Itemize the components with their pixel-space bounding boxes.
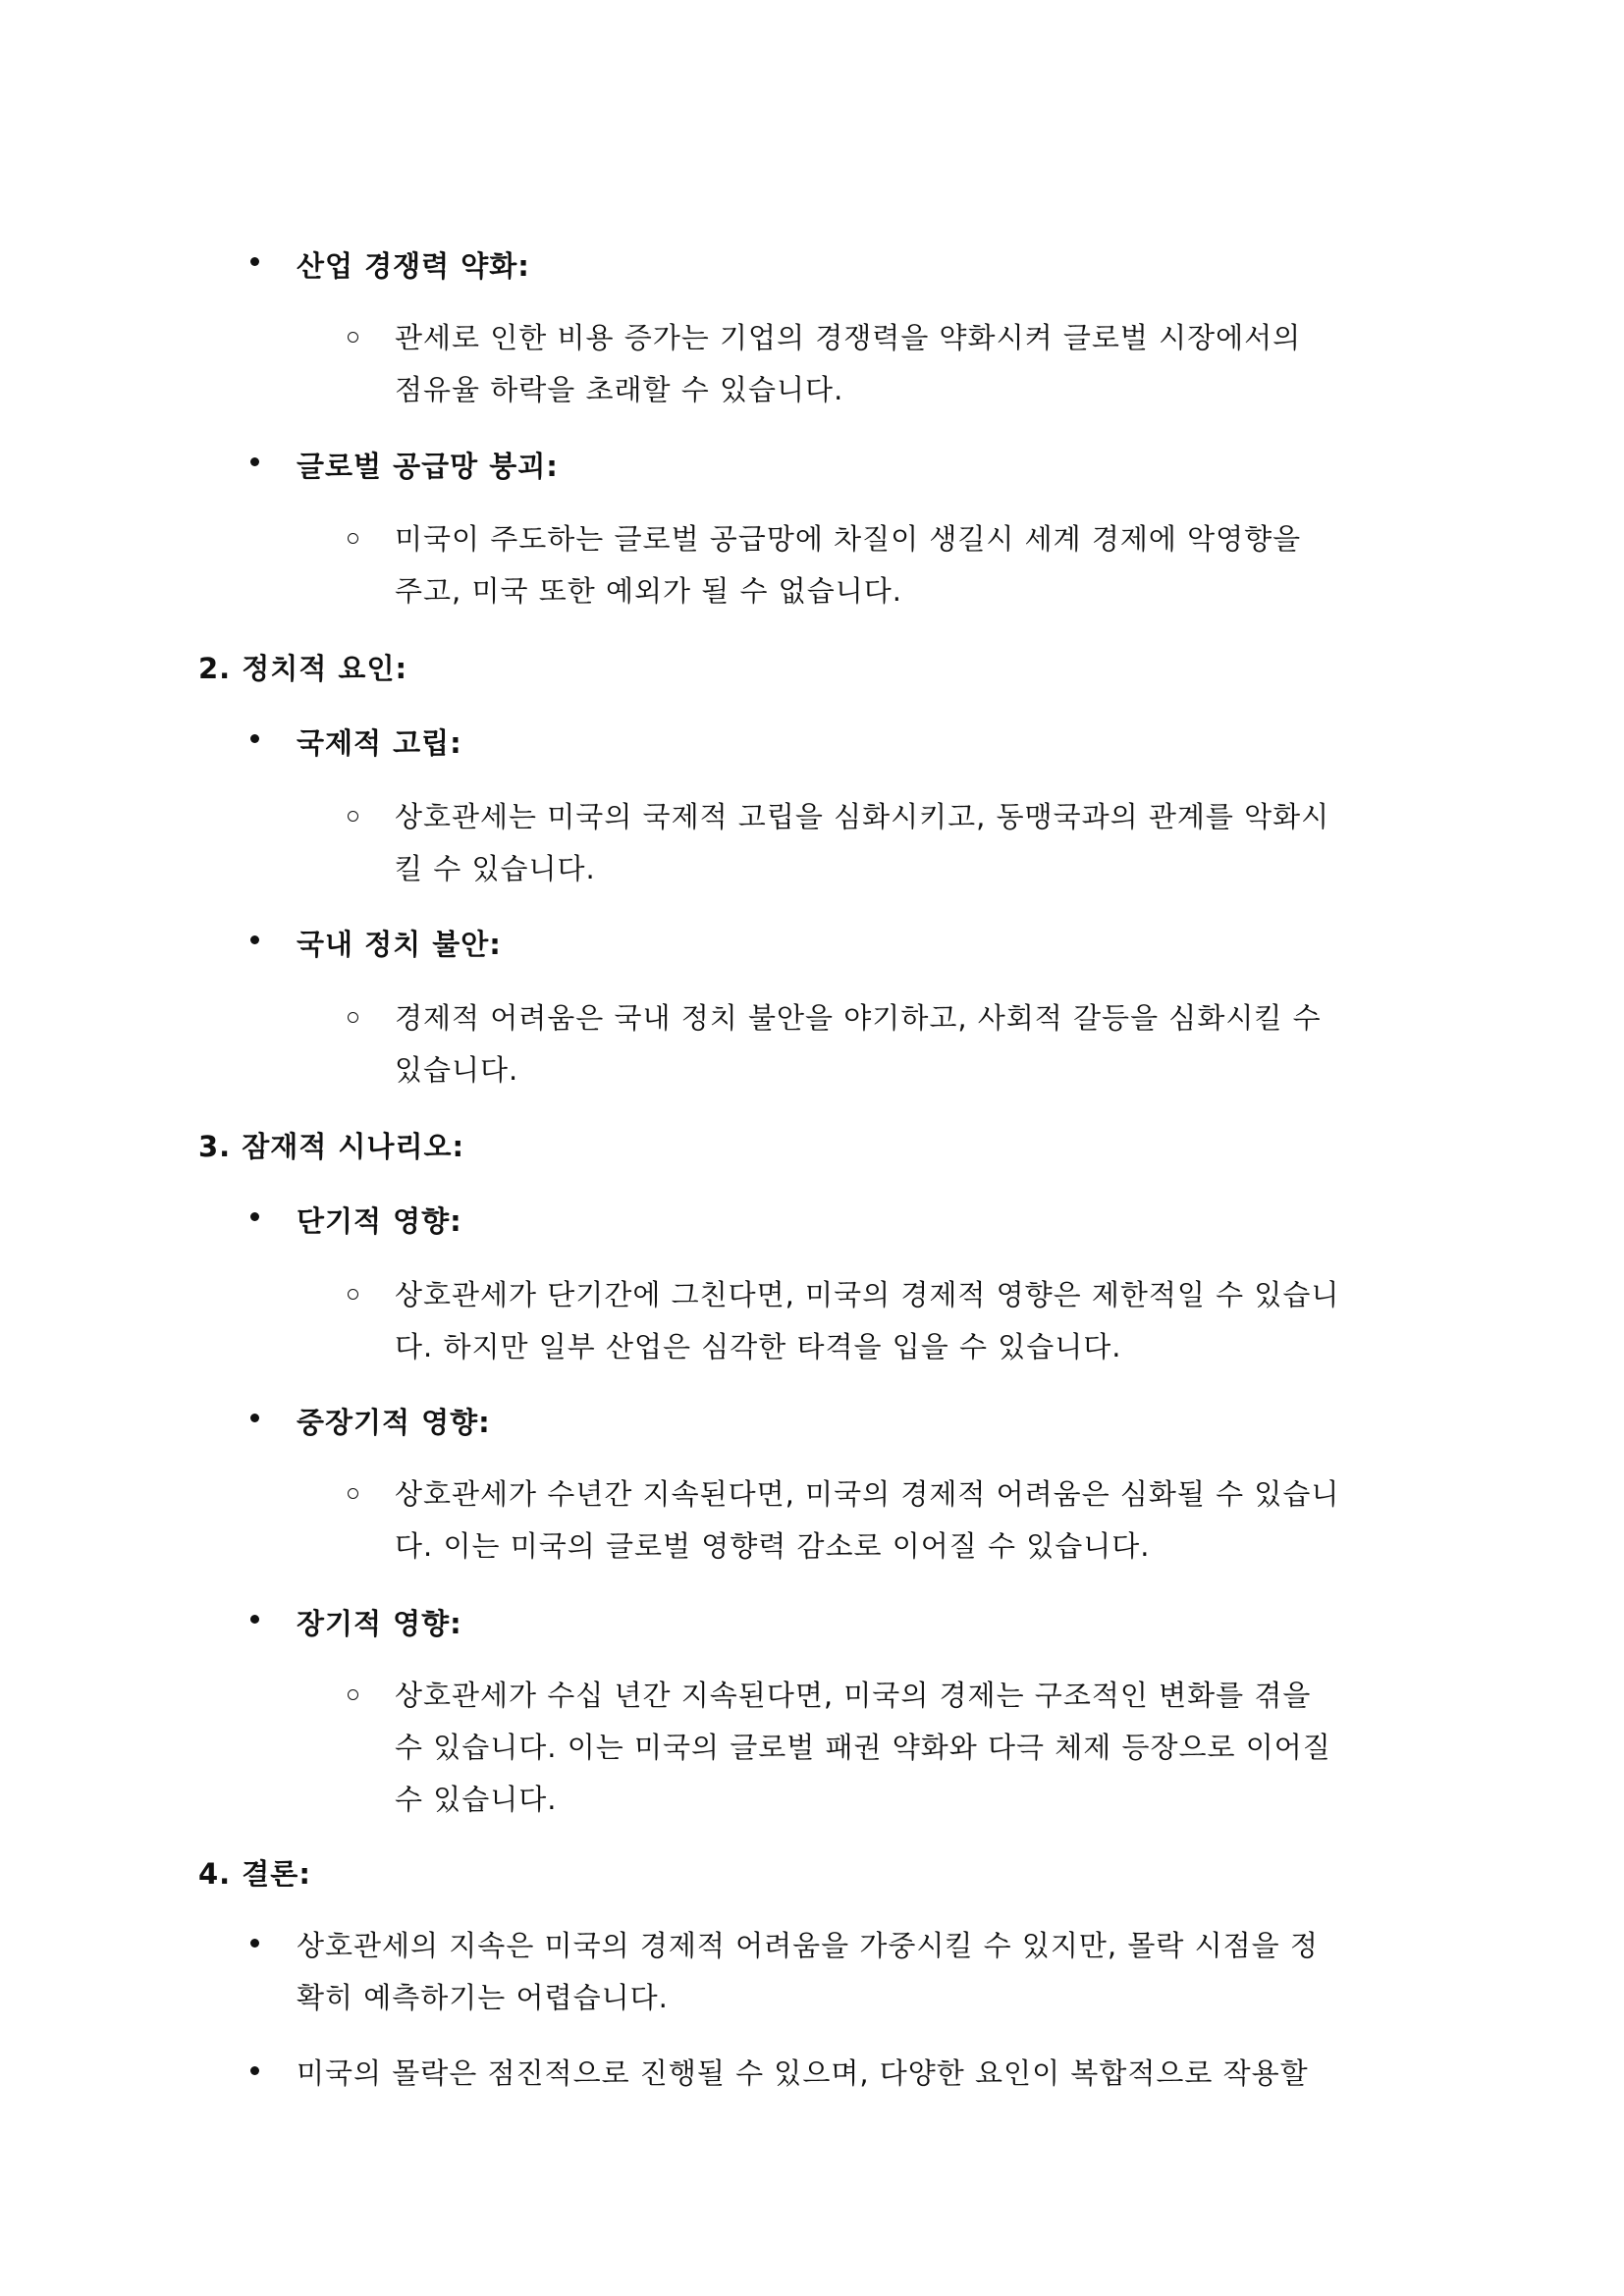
sub-item-line: 점유율 하락을 초래할 수 있습니다. <box>395 373 844 406</box>
sub-item-line: 미국이 주도하는 글로벌 공급망에 차질이 생길시 세계 경제에 악영향을 <box>395 522 1302 556</box>
sub-bullet-circle <box>348 1289 358 1300</box>
section-heading-scenarios: 3. 잠재적 시나리오: <box>198 1130 465 1163</box>
bullet-dot <box>250 1939 259 1948</box>
sub-bullet-circle <box>348 1689 358 1700</box>
bullet-label: 중장기적 영향: <box>297 1406 491 1439</box>
bullet-label: 국제적 고립: <box>297 726 462 760</box>
section-heading-conclusion: 4. 결론: <box>198 1857 311 1891</box>
sub-item-line: 관세로 인한 비용 증가는 기업의 경쟁력을 약화시켜 글로벌 시장에서의 <box>395 321 1302 354</box>
sub-item-line: 수 있습니다. 이는 미국의 글로벌 패권 약화와 다극 체제 등장으로 이어질 <box>395 1731 1331 1764</box>
sub-bullet-circle <box>348 1488 358 1499</box>
sub-bullet-circle <box>348 332 358 343</box>
sub-item-line: 상호관세가 수십 년간 지속된다면, 미국의 경제는 구조적인 변화를 겪을 <box>395 1679 1312 1712</box>
sub-item-line: 킬 수 있습니다. <box>395 852 596 885</box>
bullet-label: 국내 정치 불안: <box>297 928 502 961</box>
conclusion-line: 확히 예측하기는 어렵습니다. <box>297 1981 669 2014</box>
sub-item-line: 상호관세가 단기간에 그친다면, 미국의 경제적 영향은 제한적일 수 있습니 <box>395 1278 1340 1311</box>
sub-bullet-circle <box>348 1012 358 1023</box>
sub-item-line: 다. 하지만 일부 산업은 심각한 타격을 입을 수 있습니다. <box>395 1330 1122 1363</box>
bullet-dot <box>250 1414 259 1422</box>
bullet-dot <box>250 457 259 466</box>
sub-item-line: 주고, 미국 또한 예외가 될 수 없습니다. <box>395 574 902 608</box>
sub-item-line: 상호관세는 미국의 국제적 고립을 심화시키고, 동맹국과의 관계를 악화시 <box>395 800 1330 833</box>
bullet-label: 글로벌 공급망 붕괴: <box>297 450 559 483</box>
sub-item-line: 경제적 어려움은 국내 정치 불안을 야기하고, 사회적 갈등을 심화시킬 수 <box>395 1001 1322 1035</box>
sub-bullet-circle <box>348 533 358 544</box>
bullet-label: 단기적 영향: <box>297 1204 462 1238</box>
section-heading-political: 2. 정치적 요인: <box>198 652 408 685</box>
sub-item-line: 상호관세가 수년간 지속된다면, 미국의 경제적 어려움은 심화될 수 있습니 <box>395 1477 1340 1511</box>
bullet-label: 산업 경쟁력 약화: <box>297 249 530 283</box>
bullet-dot <box>250 935 259 944</box>
conclusion-line: 상호관세의 지속은 미국의 경제적 어려움을 가중시킬 수 있지만, 몰락 시점을 정 <box>297 1929 1319 1962</box>
bullet-dot <box>250 2066 259 2075</box>
bullet-dot <box>250 257 259 266</box>
sub-bullet-circle <box>348 811 358 822</box>
bullet-dot <box>250 1615 259 1624</box>
conclusion-line: 미국의 몰락은 점진적으로 진행될 수 있으며, 다양한 요인이 복합적으로 작용할 <box>297 2056 1309 2090</box>
bullet-dot <box>250 734 259 743</box>
bullet-label: 장기적 영향: <box>297 1607 462 1640</box>
sub-item-line: 있습니다. <box>395 1053 519 1087</box>
bullet-dot <box>250 1212 259 1221</box>
sub-item-line: 수 있습니다. <box>395 1783 558 1816</box>
sub-item-line: 다. 이는 미국의 글로벌 영향력 감소로 이어질 수 있습니다. <box>395 1529 1151 1563</box>
